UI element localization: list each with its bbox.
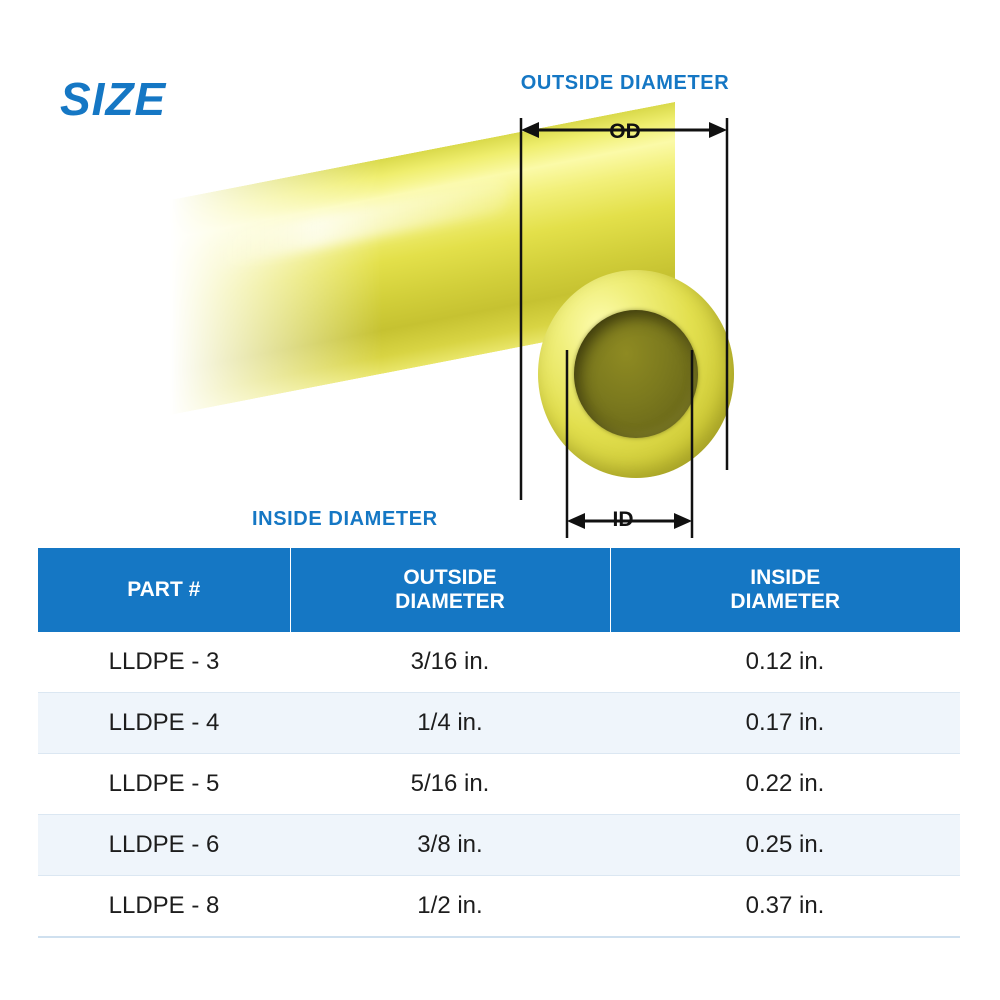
cell-inside-diameter: 0.17 in.: [610, 693, 960, 754]
cell-outside-diameter: 5/16 in.: [290, 754, 610, 815]
outside-diameter-label: OUTSIDE DIAMETER: [520, 72, 730, 94]
cell-outside-diameter: 1/4 in.: [290, 693, 610, 754]
column-header-outside-line2: DIAMETER: [395, 590, 505, 614]
table-row: [38, 632, 960, 693]
od-abbreviation: OD: [609, 120, 641, 143]
cell-inside-diameter: 0.25 in.: [610, 815, 960, 876]
table-body: [38, 632, 960, 937]
column-header-inside-line1: INSIDE: [750, 566, 821, 589]
cell-part: LLDPE - 6: [38, 815, 290, 876]
column-header-inside-line2: DIAMETER: [730, 590, 841, 614]
table-row: [38, 876, 960, 938]
od-right-arrowhead: [709, 122, 727, 138]
inside-diameter-label: INSIDE DIAMETER: [252, 508, 438, 530]
cell-part: LLDPE - 4: [38, 693, 290, 754]
size-spec-table: [38, 548, 960, 938]
cell-outside-diameter: 3/8 in.: [290, 815, 610, 876]
size-heading: SIZE: [60, 73, 167, 125]
od-left-arrowhead: [521, 122, 539, 138]
column-header-outside-line1: OUTSIDE: [403, 566, 497, 589]
id-right-arrowhead: [674, 513, 692, 529]
column-header-inside-diameter: [610, 548, 960, 632]
cell-part: LLDPE - 5: [38, 754, 290, 815]
column-header-part: PART #: [38, 548, 290, 632]
cell-inside-diameter: 0.22 in.: [610, 754, 960, 815]
table-header: [38, 548, 960, 632]
id-abbreviation: ID: [612, 508, 634, 531]
cell-inside-diameter: 0.12 in.: [610, 632, 960, 693]
table-row: [38, 754, 960, 815]
table-header-row: [38, 548, 960, 632]
cell-part: LLDPE - 3: [38, 632, 290, 693]
cell-inside-diameter: 0.37 in.: [610, 876, 960, 938]
table-row: [38, 693, 960, 754]
cell-outside-diameter: 1/2 in.: [290, 876, 610, 938]
table-row: [38, 815, 960, 876]
cell-part: LLDPE - 8: [38, 876, 290, 938]
column-header-outside-diameter: [290, 548, 610, 632]
cell-outside-diameter: 3/16 in.: [290, 632, 610, 693]
